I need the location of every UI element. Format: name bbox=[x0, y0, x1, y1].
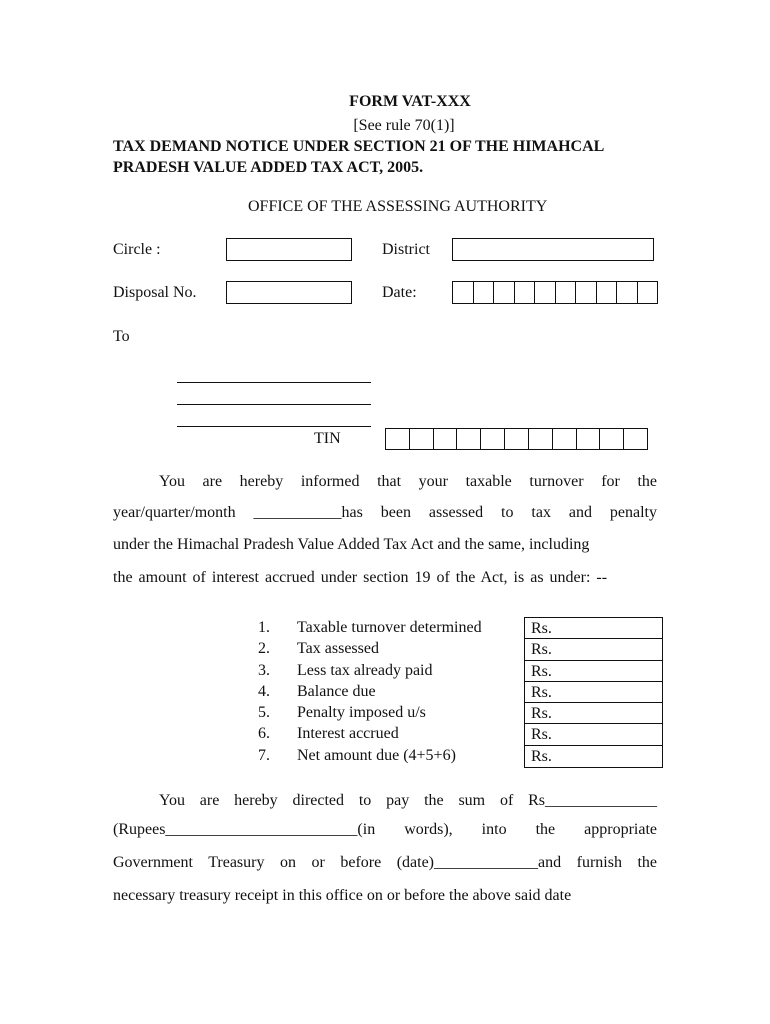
disposal-no-field[interactable] bbox=[226, 281, 352, 304]
amount-table bbox=[524, 617, 663, 768]
amount-cell[interactable]: Rs. bbox=[525, 703, 662, 724]
para2-line2: (Rupees________________________(in words), into the appropriate bbox=[113, 821, 657, 838]
para2-line4: necessary treasury receipt in this office on or before the above said date bbox=[113, 887, 572, 904]
circle-label: Circle : bbox=[113, 241, 161, 258]
para2-line3: Government Treasury on or before (date)_____________and furnish the bbox=[113, 854, 657, 871]
list-item: 3. Less tax already paid bbox=[258, 661, 433, 679]
amount-cell[interactable]: Rs. bbox=[525, 639, 662, 660]
list-item: 5. Penalty imposed u/s bbox=[258, 704, 426, 722]
form-title: FORM VAT-XXX bbox=[349, 93, 471, 110]
para2-line1: You are hereby directed to pay the sum of Rs______________ bbox=[159, 792, 657, 809]
para1-line1: You are hereby informed that your taxable turnover for the bbox=[159, 473, 657, 490]
address-line-3[interactable] bbox=[177, 426, 371, 427]
list-item: 6. Interest accrued bbox=[258, 725, 399, 743]
notice-title-line1: TAX DEMAND NOTICE UNDER SECTION 21 OF THE HIMAHCAL bbox=[113, 138, 605, 155]
list-item: 4. Balance due bbox=[258, 682, 376, 700]
address-line-2[interactable] bbox=[177, 404, 371, 405]
to-label: To bbox=[113, 328, 130, 345]
amount-cell[interactable]: Rs. bbox=[525, 661, 662, 682]
address-line-1[interactable] bbox=[177, 382, 371, 383]
notice-title-line2: PRADESH VALUE ADDED TAX ACT, 2005. bbox=[113, 159, 424, 176]
amount-cell[interactable]: Rs. bbox=[525, 682, 662, 703]
amount-cell[interactable]: Rs. bbox=[525, 724, 662, 745]
list-item: 7. Net amount due (4+5+6) bbox=[258, 746, 456, 764]
list-item: 2. Tax assessed bbox=[258, 640, 379, 658]
amount-cell[interactable]: Rs. bbox=[531, 747, 552, 765]
rule-reference: [See rule 70(1)] bbox=[353, 117, 455, 134]
list-item: 1. Taxable turnover determined bbox=[258, 619, 482, 636]
amount-cell[interactable]: Rs. bbox=[525, 618, 662, 639]
para1-line3: under the Himachal Pradesh Value Added Tax Act and the same, including bbox=[113, 536, 590, 553]
office-heading: OFFICE OF THE ASSESSING AUTHORITY bbox=[248, 198, 548, 215]
date-label: Date: bbox=[382, 284, 417, 301]
disposal-label: Disposal No. bbox=[113, 284, 197, 301]
tin-label: TIN bbox=[314, 430, 341, 447]
date-field[interactable] bbox=[452, 281, 658, 304]
para1-line4: the amount of interest accrued under section 19 of the Act, is as under: -- bbox=[113, 569, 608, 586]
para1-line2: year/quarter/month ___________has been assessed to tax and penalty bbox=[113, 504, 657, 521]
tin-field[interactable] bbox=[385, 428, 648, 450]
circle-field[interactable] bbox=[226, 238, 352, 261]
district-label: District bbox=[382, 241, 430, 258]
district-field[interactable] bbox=[452, 238, 654, 261]
assessment-items bbox=[258, 617, 525, 766]
